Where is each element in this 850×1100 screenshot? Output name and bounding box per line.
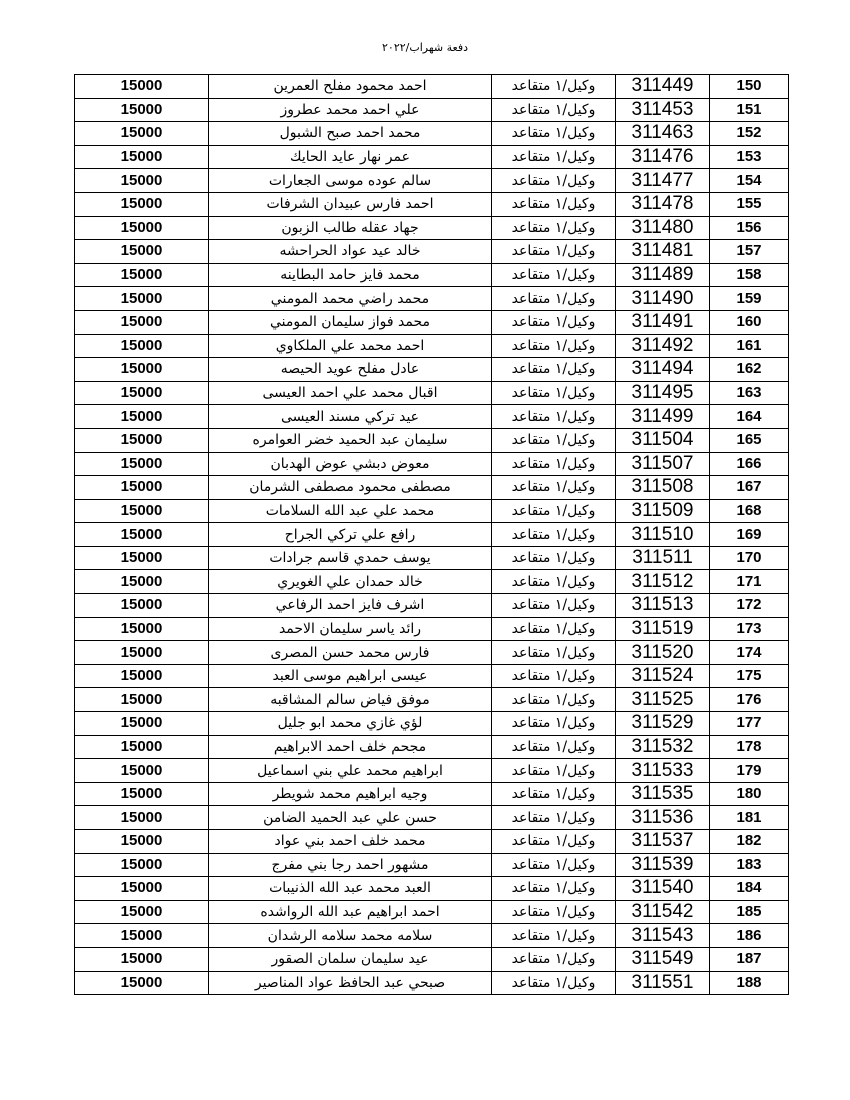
rank-cell: وكيل/١ متقاعد [492, 216, 616, 240]
name-cell: يوسف حمدي قاسم جرادات [209, 546, 492, 570]
amount-cell: 15000 [75, 358, 209, 382]
sequence-number-cell: 161 [710, 334, 789, 358]
table-row [75, 240, 789, 264]
amount-cell: 15000 [75, 853, 209, 877]
amount-cell: 15000 [75, 924, 209, 948]
sequence-number-cell: 156 [710, 216, 789, 240]
table-row [75, 192, 789, 216]
rank-cell: وكيل/١ متقاعد [492, 145, 616, 169]
military-number-cell: 311542 [616, 900, 710, 924]
name-cell: لؤي غازي محمد ابو جليل [209, 712, 492, 736]
rank-cell: وكيل/١ متقاعد [492, 98, 616, 122]
table-row [75, 523, 789, 547]
name-cell: علي احمد محمد عطروز [209, 98, 492, 122]
name-cell: فارس محمد حسن المصرى [209, 641, 492, 665]
table-row [75, 853, 789, 877]
name-cell: احمد محمود مفلح العمرين [209, 75, 492, 99]
rank-cell: وكيل/١ متقاعد [492, 735, 616, 759]
military-number-cell: 311489 [616, 263, 710, 287]
name-cell: العبد محمد عبد الله الذنيبات [209, 877, 492, 901]
rank-cell: وكيل/١ متقاعد [492, 617, 616, 641]
sequence-number-cell: 185 [710, 900, 789, 924]
military-number-cell: 311509 [616, 499, 710, 523]
sequence-number-cell: 157 [710, 240, 789, 264]
military-number-cell: 311478 [616, 192, 710, 216]
table-row [75, 735, 789, 759]
name-cell: مشهور احمد رجا بني مفرج [209, 853, 492, 877]
amount-cell: 15000 [75, 641, 209, 665]
military-number-cell: 311549 [616, 947, 710, 971]
table-row [75, 145, 789, 169]
rank-cell: وكيل/١ متقاعد [492, 641, 616, 665]
table-row [75, 358, 789, 382]
sequence-number-cell: 160 [710, 310, 789, 334]
name-cell: محمد خلف احمد بني عواد [209, 830, 492, 854]
sequence-number-cell: 182 [710, 830, 789, 854]
amount-cell: 15000 [75, 169, 209, 193]
amount-cell: 15000 [75, 735, 209, 759]
amount-cell: 15000 [75, 594, 209, 618]
rank-cell: وكيل/١ متقاعد [492, 924, 616, 948]
table-row [75, 971, 789, 995]
sequence-number-cell: 166 [710, 452, 789, 476]
name-cell: خالد حمدان علي الغويري [209, 570, 492, 594]
amount-cell: 15000 [75, 759, 209, 783]
sequence-number-cell: 162 [710, 358, 789, 382]
name-cell: عيد تركي مسند العيسى [209, 405, 492, 429]
name-cell: عادل مفلح عويد الحيصه [209, 358, 492, 382]
table-row [75, 712, 789, 736]
amount-cell: 15000 [75, 782, 209, 806]
military-number-cell: 311533 [616, 759, 710, 783]
name-cell: اشرف فايز احمد الرفاعي [209, 594, 492, 618]
table-row [75, 617, 789, 641]
name-cell: مجحم خلف احمد الابراهيم [209, 735, 492, 759]
rank-cell: وكيل/١ متقاعد [492, 192, 616, 216]
sequence-number-cell: 158 [710, 263, 789, 287]
rank-cell: وكيل/١ متقاعد [492, 476, 616, 500]
name-cell: صبحي عبد الحافظ عواد المناصير [209, 971, 492, 995]
name-cell: عيسى ابراهيم موسى العبد [209, 664, 492, 688]
table-row [75, 594, 789, 618]
table-row [75, 75, 789, 99]
military-number-cell: 311508 [616, 476, 710, 500]
table-row [75, 310, 789, 334]
table-row [75, 900, 789, 924]
rank-cell: وكيل/١ متقاعد [492, 853, 616, 877]
amount-cell: 15000 [75, 310, 209, 334]
name-cell: ابراهيم محمد علي بني اسماعيل [209, 759, 492, 783]
payment-table [74, 74, 789, 995]
name-cell: محمد فواز سليمان المومني [209, 310, 492, 334]
rank-cell: وكيل/١ متقاعد [492, 806, 616, 830]
military-number-cell: 311490 [616, 287, 710, 311]
table-row [75, 664, 789, 688]
military-number-cell: 311519 [616, 617, 710, 641]
name-cell: سالم عوده موسى الجعارات [209, 169, 492, 193]
name-cell: رافع علي تركي الجراح [209, 523, 492, 547]
military-number-cell: 311504 [616, 428, 710, 452]
rank-cell: وكيل/١ متقاعد [492, 452, 616, 476]
amount-cell: 15000 [75, 499, 209, 523]
name-cell: سلامه محمد سلامه الرشدان [209, 924, 492, 948]
table-row [75, 759, 789, 783]
amount-cell: 15000 [75, 405, 209, 429]
sequence-number-cell: 184 [710, 877, 789, 901]
name-cell: عيد سليمان سلمان الصقور [209, 947, 492, 971]
military-number-cell: 311476 [616, 145, 710, 169]
military-number-cell: 311481 [616, 240, 710, 264]
amount-cell: 15000 [75, 452, 209, 476]
military-number-cell: 311524 [616, 664, 710, 688]
rank-cell: وكيل/١ متقاعد [492, 664, 616, 688]
military-number-cell: 311539 [616, 853, 710, 877]
sequence-number-cell: 163 [710, 381, 789, 405]
amount-cell: 15000 [75, 122, 209, 146]
amount-cell: 15000 [75, 570, 209, 594]
rank-cell: وكيل/١ متقاعد [492, 546, 616, 570]
name-cell: محمد احمد صبح الشبول [209, 122, 492, 146]
rank-cell: وكيل/١ متقاعد [492, 169, 616, 193]
military-number-cell: 311536 [616, 806, 710, 830]
amount-cell: 15000 [75, 216, 209, 240]
military-number-cell: 311463 [616, 122, 710, 146]
sequence-number-cell: 181 [710, 806, 789, 830]
rank-cell: وكيل/١ متقاعد [492, 263, 616, 287]
table-row [75, 877, 789, 901]
rank-cell: وكيل/١ متقاعد [492, 287, 616, 311]
sequence-number-cell: 180 [710, 782, 789, 806]
amount-cell: 15000 [75, 523, 209, 547]
rank-cell: وكيل/١ متقاعد [492, 971, 616, 995]
amount-cell: 15000 [75, 546, 209, 570]
amount-cell: 15000 [75, 971, 209, 995]
amount-cell: 15000 [75, 428, 209, 452]
sequence-number-cell: 176 [710, 688, 789, 712]
military-number-cell: 311499 [616, 405, 710, 429]
rank-cell: وكيل/١ متقاعد [492, 358, 616, 382]
rank-cell: وكيل/١ متقاعد [492, 523, 616, 547]
amount-cell: 15000 [75, 476, 209, 500]
amount-cell: 15000 [75, 263, 209, 287]
table-row [75, 334, 789, 358]
name-cell: معوض دبشي عوض الهدبان [209, 452, 492, 476]
sequence-number-cell: 154 [710, 169, 789, 193]
name-cell: احمد فارس عبيدان الشرفات [209, 192, 492, 216]
table-row [75, 499, 789, 523]
military-number-cell: 311543 [616, 924, 710, 948]
rank-cell: وكيل/١ متقاعد [492, 381, 616, 405]
name-cell: رائد ياسر سليمان الاحمد [209, 617, 492, 641]
military-number-cell: 311529 [616, 712, 710, 736]
military-number-cell: 311449 [616, 75, 710, 99]
rank-cell: وكيل/١ متقاعد [492, 830, 616, 854]
rank-cell: وكيل/١ متقاعد [492, 570, 616, 594]
rank-cell: وكيل/١ متقاعد [492, 900, 616, 924]
sequence-number-cell: 171 [710, 570, 789, 594]
sequence-number-cell: 152 [710, 122, 789, 146]
military-number-cell: 311551 [616, 971, 710, 995]
military-number-cell: 311510 [616, 523, 710, 547]
table-row [75, 546, 789, 570]
amount-cell: 15000 [75, 334, 209, 358]
name-cell: موفق فياض سالم المشاقبه [209, 688, 492, 712]
table-row [75, 287, 789, 311]
sequence-number-cell: 151 [710, 98, 789, 122]
amount-cell: 15000 [75, 617, 209, 641]
military-number-cell: 311507 [616, 452, 710, 476]
amount-cell: 15000 [75, 75, 209, 99]
name-cell: وجيه ابراهيم محمد شويطر [209, 782, 492, 806]
sequence-number-cell: 150 [710, 75, 789, 99]
table-body [75, 75, 789, 995]
sequence-number-cell: 169 [710, 523, 789, 547]
rank-cell: وكيل/١ متقاعد [492, 782, 616, 806]
rank-cell: وكيل/١ متقاعد [492, 405, 616, 429]
table-row [75, 452, 789, 476]
rank-cell: وكيل/١ متقاعد [492, 712, 616, 736]
table-row [75, 98, 789, 122]
sequence-number-cell: 159 [710, 287, 789, 311]
military-number-cell: 311511 [616, 546, 710, 570]
name-cell: مصطفى محمود مصطفى الشرمان [209, 476, 492, 500]
sequence-number-cell: 173 [710, 617, 789, 641]
table-row [75, 122, 789, 146]
sequence-number-cell: 167 [710, 476, 789, 500]
sequence-number-cell: 186 [710, 924, 789, 948]
military-number-cell: 311492 [616, 334, 710, 358]
amount-cell: 15000 [75, 664, 209, 688]
sequence-number-cell: 164 [710, 405, 789, 429]
rank-cell: وكيل/١ متقاعد [492, 75, 616, 99]
military-number-cell: 311491 [616, 310, 710, 334]
rank-cell: وكيل/١ متقاعد [492, 428, 616, 452]
amount-cell: 15000 [75, 192, 209, 216]
name-cell: سليمان عبد الحميد خضر العوامره [209, 428, 492, 452]
sequence-number-cell: 188 [710, 971, 789, 995]
name-cell: احمد ابراهيم عبد الله الرواشده [209, 900, 492, 924]
military-number-cell: 311535 [616, 782, 710, 806]
name-cell: اقبال محمد علي احمد العيسى [209, 381, 492, 405]
table-row [75, 169, 789, 193]
table-row [75, 830, 789, 854]
amount-cell: 15000 [75, 240, 209, 264]
sequence-number-cell: 187 [710, 947, 789, 971]
amount-cell: 15000 [75, 381, 209, 405]
table-row [75, 476, 789, 500]
amount-cell: 15000 [75, 98, 209, 122]
name-cell: محمد فايز حامد البطاينه [209, 263, 492, 287]
name-cell: محمد راضي محمد المومني [209, 287, 492, 311]
rank-cell: وكيل/١ متقاعد [492, 688, 616, 712]
sequence-number-cell: 174 [710, 641, 789, 665]
rank-cell: وكيل/١ متقاعد [492, 877, 616, 901]
sequence-number-cell: 178 [710, 735, 789, 759]
military-number-cell: 311532 [616, 735, 710, 759]
page-title: دفعة شهراب/٢٠٢٢ [382, 41, 468, 54]
sequence-number-cell: 183 [710, 853, 789, 877]
military-number-cell: 311480 [616, 216, 710, 240]
table-row [75, 405, 789, 429]
table-row [75, 806, 789, 830]
rank-cell: وكيل/١ متقاعد [492, 334, 616, 358]
military-number-cell: 311540 [616, 877, 710, 901]
sequence-number-cell: 168 [710, 499, 789, 523]
name-cell: محمد علي عبد الله السلامات [209, 499, 492, 523]
sequence-number-cell: 179 [710, 759, 789, 783]
rank-cell: وكيل/١ متقاعد [492, 594, 616, 618]
sequence-number-cell: 165 [710, 428, 789, 452]
military-number-cell: 311513 [616, 594, 710, 618]
amount-cell: 15000 [75, 712, 209, 736]
table-row [75, 263, 789, 287]
amount-cell: 15000 [75, 145, 209, 169]
rank-cell: وكيل/١ متقاعد [492, 499, 616, 523]
military-number-cell: 311512 [616, 570, 710, 594]
table-row [75, 381, 789, 405]
sequence-number-cell: 153 [710, 145, 789, 169]
military-number-cell: 311495 [616, 381, 710, 405]
amount-cell: 15000 [75, 830, 209, 854]
name-cell: جهاد عقله طالب الزبون [209, 216, 492, 240]
rank-cell: وكيل/١ متقاعد [492, 759, 616, 783]
amount-cell: 15000 [75, 877, 209, 901]
sequence-number-cell: 170 [710, 546, 789, 570]
military-number-cell: 311525 [616, 688, 710, 712]
rank-cell: وكيل/١ متقاعد [492, 310, 616, 334]
table-row [75, 947, 789, 971]
name-cell: احمد محمد علي الملكاوي [209, 334, 492, 358]
amount-cell: 15000 [75, 900, 209, 924]
name-cell: حسن علي عبد الحميد الضامن [209, 806, 492, 830]
name-cell: عمر نهار عايد الحايك [209, 145, 492, 169]
table-row [75, 428, 789, 452]
sequence-number-cell: 177 [710, 712, 789, 736]
table-row [75, 570, 789, 594]
amount-cell: 15000 [75, 947, 209, 971]
table-row [75, 216, 789, 240]
sequence-number-cell: 175 [710, 664, 789, 688]
rank-cell: وكيل/١ متقاعد [492, 240, 616, 264]
sequence-number-cell: 172 [710, 594, 789, 618]
military-number-cell: 311494 [616, 358, 710, 382]
table-row [75, 688, 789, 712]
military-number-cell: 311477 [616, 169, 710, 193]
table-row [75, 782, 789, 806]
amount-cell: 15000 [75, 806, 209, 830]
rank-cell: وكيل/١ متقاعد [492, 947, 616, 971]
name-cell: خالد عيد عواد الحراحشه [209, 240, 492, 264]
amount-cell: 15000 [75, 287, 209, 311]
sequence-number-cell: 155 [710, 192, 789, 216]
military-number-cell: 311520 [616, 641, 710, 665]
military-number-cell: 311453 [616, 98, 710, 122]
table-row [75, 924, 789, 948]
amount-cell: 15000 [75, 688, 209, 712]
rank-cell: وكيل/١ متقاعد [492, 122, 616, 146]
table-row [75, 641, 789, 665]
military-number-cell: 311537 [616, 830, 710, 854]
